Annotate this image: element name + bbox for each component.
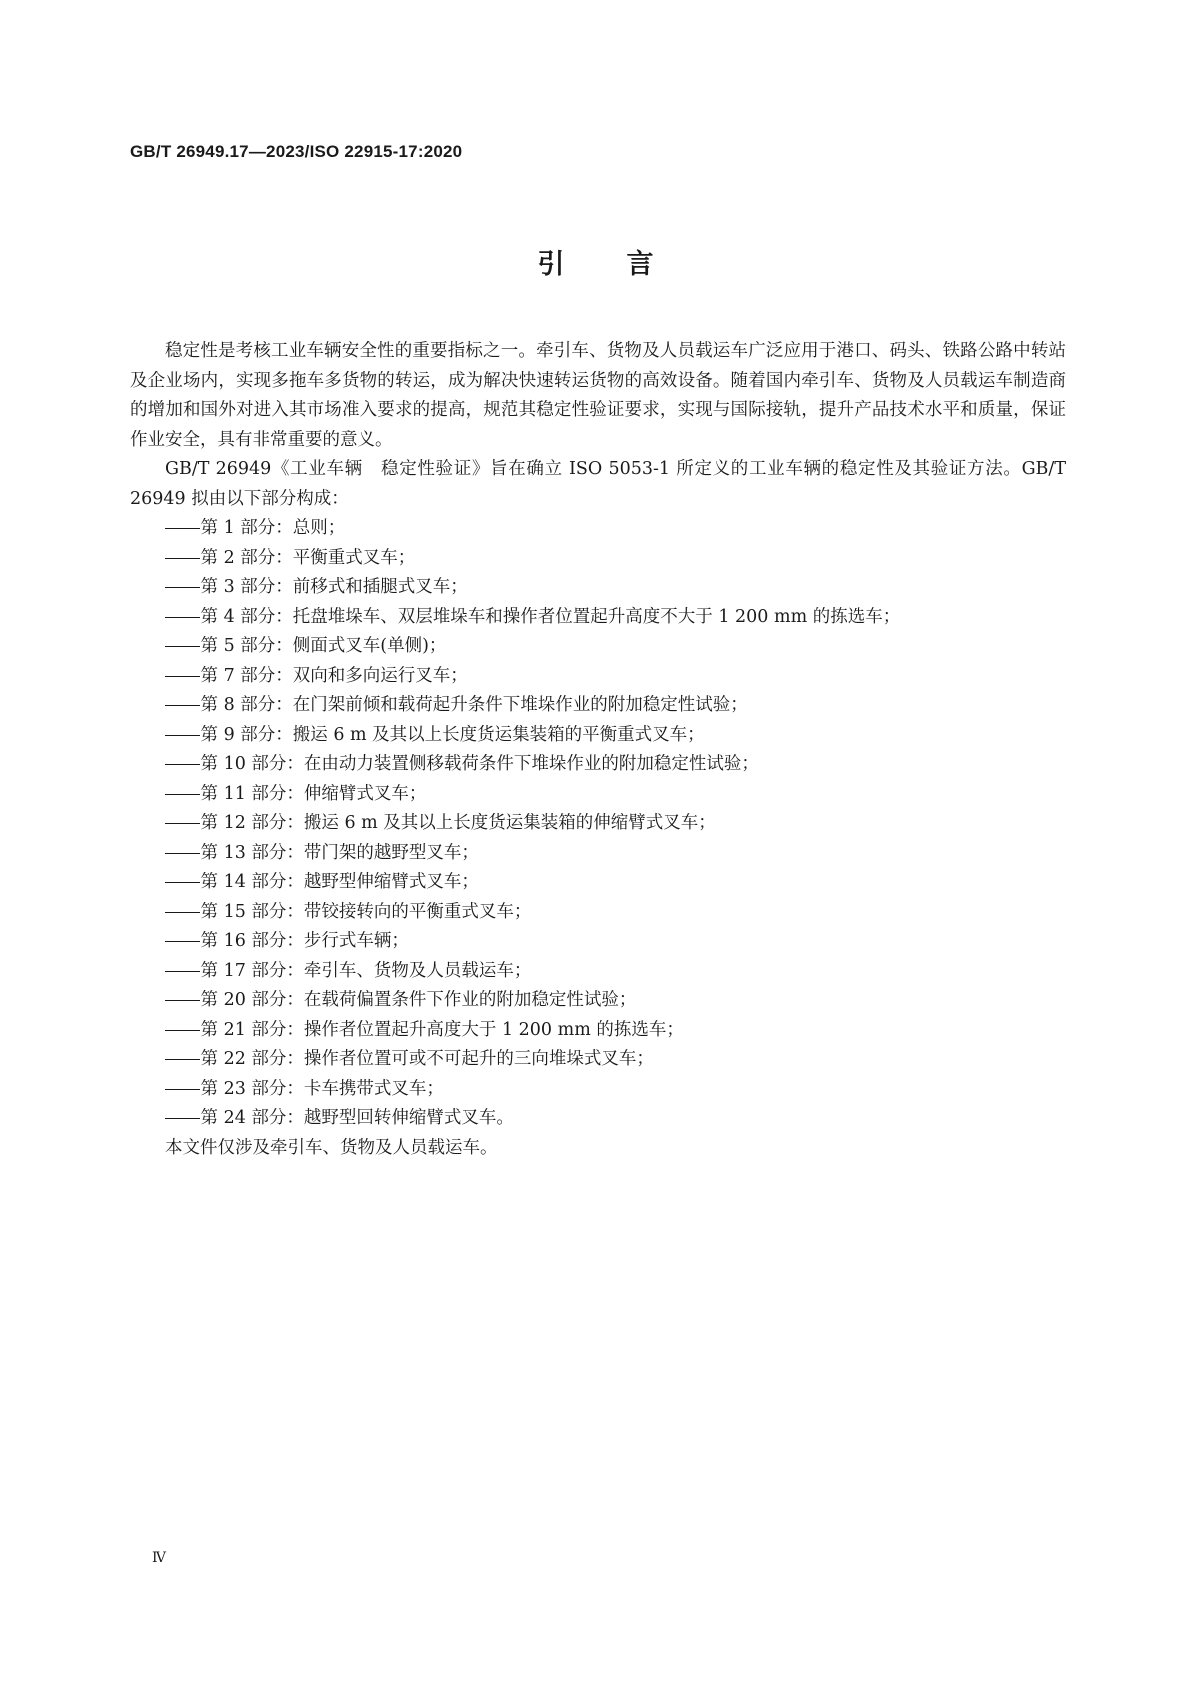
list-item: 第 1 部分：总则； [130,514,1066,544]
list-item: 第 10 部分：在由动力装置侧移载荷条件下堆垛作业的附加稳定性试验； [130,750,1066,780]
list-item: 第 23 部分：卡车携带式叉车； [130,1075,1066,1105]
dash-icon [165,853,200,854]
dash-icon [165,823,200,824]
document-body [130,337,1066,1163]
list-item: 第 3 部分：前移式和插腿式叉车； [130,573,1066,603]
list-item: 第 22 部分：操作者位置可或不可起升的三向堆垛式叉车； [130,1045,1066,1075]
list-item: 第 11 部分：伸缩臂式叉车； [130,780,1066,810]
intro-paragraph: 稳定性是考核工业车辆安全性的重要指标之一。牵引车、货物及人员载运车广泛应用于港口、码头、铁路公路中转站及企业场内，实现多拖车多货物的转运，成为解决快速转运货物的高效设备。随着国内牵引车、货物及人员载运车制造商的增加和国外对进入其市场准入要求的提高，规范其稳定性验证要求，实现与国际接轨，提升产品技术水平和质量，保证作业安全，具有非常重要的意义。 [130,341,1066,450]
dash-icon [165,794,200,795]
dash-icon [165,1059,200,1060]
list-item: 第 8 部分：在门架前倾和载荷起升条件下堆垛作业的附加稳定性试验； [130,691,1066,721]
dash-icon [165,912,200,913]
list-item: 第 24 部分：越野型回转伸缩臂式叉车。 [130,1104,1066,1134]
list-item: 第 16 部分：步行式车辆； [130,927,1066,957]
list-item: 第 2 部分：平衡重式叉车； [130,544,1066,574]
page-number: Ⅳ [152,1550,166,1566]
list-item: 第 21 部分：操作者位置起升高度大于 1 200 mm 的拣选车； [130,1016,1066,1046]
dash-icon [165,1030,200,1031]
dash-icon [165,676,200,677]
list-item: 第 12 部分：搬运 6 m 及其以上长度货运集装箱的伸缩臂式叉车； [130,809,1066,839]
structure-paragraph: GB/T 26949《工业车辆 稳定性验证》旨在确立 ISO 5053-1 所定义的工业车辆的稳定性及其验证方法。GB/T 26949 拟由以下部分构成： [130,459,1066,509]
dash-icon [165,617,200,618]
dash-icon [165,528,200,529]
dash-icon [165,882,200,883]
list-item: 第 17 部分：牵引车、货物及人员载运车； [130,957,1066,987]
dash-icon [165,1000,200,1001]
closing-paragraph: 本文件仅涉及牵引车、货物及人员载运车。 [165,1137,498,1158]
dash-icon [165,1118,200,1119]
list-item: 第 4 部分：托盘堆垛车、双层堆垛车和操作者位置起升高度不大于 1 200 mm 的拣选车； [130,603,1066,633]
dash-icon [165,587,200,588]
list-item: 第 15 部分：带铰接转向的平衡重式叉车； [130,898,1066,928]
standard-code: GB/T 26949.17—2023/ISO 22915-17:2020 [130,142,463,161]
list-item: 第 20 部分：在载荷偏置条件下作业的附加稳定性试验； [130,986,1066,1016]
page-title: 引言 [537,249,716,280]
dash-icon [165,1089,200,1090]
list-item: 第 13 部分：带门架的越野型叉车； [130,839,1066,869]
dash-icon [165,764,200,765]
parts-list [130,514,1066,1134]
dash-icon [165,941,200,942]
list-item: 第 7 部分：双向和多向运行叉车； [130,662,1066,692]
dash-icon [165,558,200,559]
dash-icon [165,705,200,706]
dash-icon [165,735,200,736]
list-item: 第 14 部分：越野型伸缩臂式叉车； [130,868,1066,898]
dash-icon [165,971,200,972]
dash-icon [165,646,200,647]
list-item: 第 9 部分：搬运 6 m 及其以上长度货运集装箱的平衡重式叉车； [130,721,1066,751]
list-item: 第 5 部分：侧面式叉车(单侧)； [130,632,1066,662]
